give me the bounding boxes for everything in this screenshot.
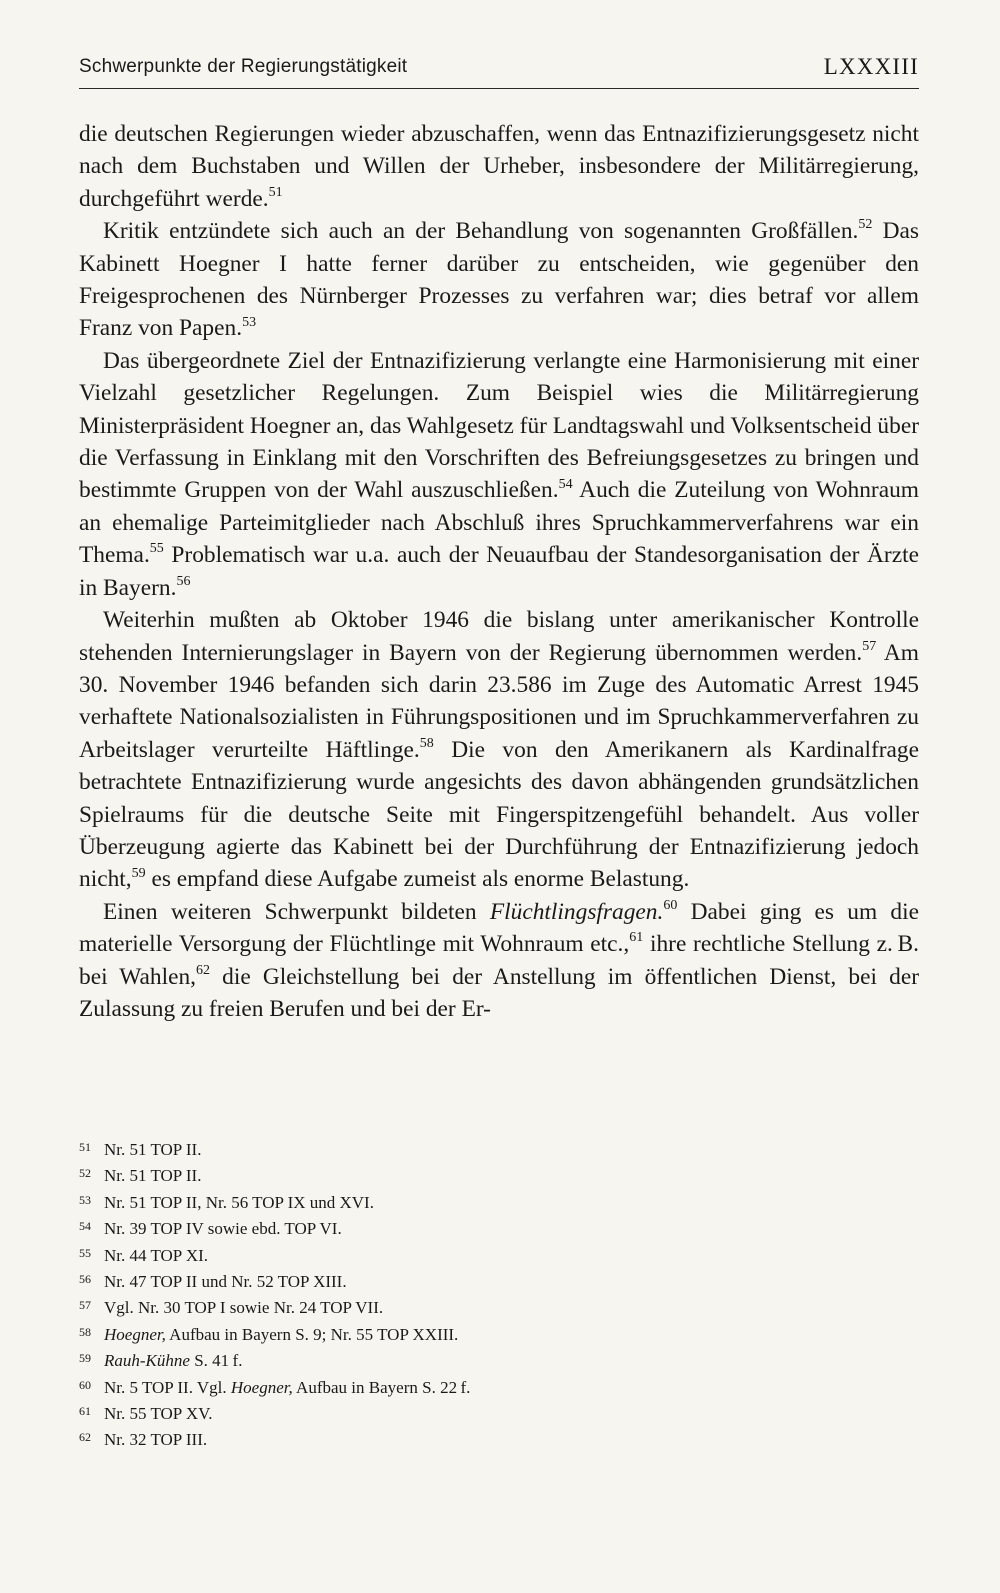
paragraph (79, 215, 919, 345)
text-run: Weiterhin mußten ab Oktober 1946 die bislang unter amerikanischer Kontrolle stehenden Internierungslager in Bayern von der Regierung übernommen werden. (79, 607, 919, 666)
italic-text: Rauh-Kühne (104, 1351, 190, 1371)
text-run: Nr. 32 TOP III. (104, 1430, 208, 1450)
footnote-ref: 58 (419, 735, 434, 751)
footnotes (79, 1137, 919, 1454)
footnote (79, 1243, 919, 1269)
footnote-number: 56 (79, 1272, 91, 1287)
text-run: ihre rechtliche Stellung z. B. bei Wahlen, (79, 931, 919, 990)
footnote-number: 57 (79, 1298, 91, 1313)
text-run: Nr. 5 TOP II. Vgl. (104, 1377, 231, 1397)
footnote (79, 1375, 919, 1401)
page-number: LXXXIII (823, 54, 919, 79)
italic-text: Hoegner, (104, 1324, 166, 1344)
footnote-number: 55 (79, 1245, 91, 1260)
text-run: Nr. 51 TOP II. (104, 1140, 202, 1159)
text-run: Vgl. Nr. 30 TOP I sowie Nr. 24 TOP VII. (104, 1298, 384, 1318)
footnote-number: 51 (79, 1140, 91, 1154)
footnote (79, 1190, 919, 1216)
footnote-number: 61 (79, 1404, 91, 1419)
footnote-ref: 52 (858, 217, 873, 233)
footnote-number: 60 (79, 1377, 91, 1392)
text-run: Das Kabinett Hoegner I hatte ferner darüber zu entscheiden, wie gegenüber den Freigesprochenen des Nürnberger Prozesses zu verfahren war; dies betraf vor allem Franz von Papen. (79, 218, 919, 342)
footnote-number: 52 (79, 1166, 91, 1181)
text-run: Nr. 55 TOP XV. (104, 1404, 213, 1424)
paragraph (79, 345, 919, 604)
footnote-number: 54 (79, 1219, 91, 1234)
footnote (79, 1427, 919, 1453)
footnote (79, 1216, 919, 1242)
running-head-title: Schwerpunkte der Regierungstätigkeit (79, 56, 408, 77)
text-run: Einen weiteren Schwerpunkt bildeten (103, 898, 490, 925)
footnote-ref: 51 (268, 185, 283, 201)
running-head (79, 54, 919, 89)
text-run: Nr. 51 TOP II. (104, 1166, 202, 1186)
footnote-number: 58 (79, 1324, 91, 1339)
text-run: Am 30. November 1946 befanden sich darin 23.586 im Zuge des Automatic Arrest 1945 verhaftete Nationalsozialisten in Führungspositionen und im Spruchkammerverfahren zu Arbeitslager verurteilte Häftlinge. (79, 639, 919, 763)
text-run: die Gleichstellung bei der Anstellung im öffentlichen Dienst, bei der Zulassung zu freien Berufen und bei der Er- (79, 963, 919, 1022)
text-run: Aufbau in Bayern S. 9; Nr. 55 TOP XXIII. (165, 1324, 459, 1344)
text-run: es empfand diese Aufgabe zumeist als enorme Belastung. (145, 866, 690, 893)
footnote-ref: 54 (558, 476, 573, 492)
footnote-ref: 62 (196, 962, 211, 978)
footnote-number: 62 (79, 1430, 91, 1445)
text-run: Die von den Amerikanern als Kardinalfrage betrachtete Entnazifizierung wurde angesichts des davon abhängenden grundsätzlichen Spielraums für die deutsche Seite mit Fingerspitzengefühl behandelt. Aus voller Überzeugung agierte das Kabinett bei der Durchführung der Entnazifizierung jedoch nicht, (79, 736, 919, 893)
paragraph (79, 118, 919, 215)
footnote (79, 1322, 919, 1348)
footnote-ref: 60 (663, 897, 678, 913)
text-run: Nr. 44 TOP XI. (104, 1245, 209, 1265)
footnote-ref: 61 (629, 930, 644, 946)
footnote-number: 53 (79, 1192, 91, 1207)
footnote-ref: 56 (176, 573, 191, 589)
footnote (79, 1163, 919, 1189)
footnote-ref: 55 (149, 541, 164, 557)
text-run: die deutschen Regierungen wieder abzuschaffen, wenn das Entnazifizierungsgesetz nicht nach dem Buchstaben und Willen der Urheber, insbesondere der Militärregierung, durchgeführt werde. (79, 121, 919, 212)
text-run: Kritik entzündete sich auch an der Behandlung von sogenannten Großfällen. (103, 218, 859, 245)
footnote (79, 1401, 919, 1427)
paragraph (79, 604, 919, 896)
text-run: Nr. 39 TOP IV sowie ebd. TOP VI. (104, 1219, 342, 1239)
text-run: Nr. 51 TOP II, Nr. 56 TOP IX und XVI. (104, 1192, 374, 1212)
text-run: S. 41 f. (189, 1351, 243, 1371)
text-run: Aufbau in Bayern S. 22 f. (292, 1377, 471, 1397)
footnote-ref: 59 (131, 865, 146, 881)
text-run: Das übergeordnete Ziel der Entnazifizierung verlangte eine Harmonisierung mit einer Vielzahl gesetzlicher Regelungen. Zum Beispiel wies die Militärregierung Ministerpräsident Hoegner an, das Wahlgesetz für Landtagswahl und Volksentscheid über die Verfassung in Einklang mit den Vorschriften des Befreiungsgesetzes zu bringen und bestimmte Gruppen von der Wahl auszuschließen. (79, 347, 919, 504)
main-text (79, 118, 919, 1025)
italic-text: Flüchtlingsfragen. (489, 898, 664, 925)
paragraph (79, 896, 919, 1026)
footnote (79, 1269, 919, 1295)
text-run: Auch die Zuteilung von Wohnraum an ehemalige Parteimitglieder nach Abschluß ihres Spruchkammerverfahrens war ein Thema. (79, 477, 919, 569)
footnote (79, 1295, 919, 1321)
footnote (79, 1137, 919, 1163)
footnote-ref: 57 (862, 638, 877, 654)
footnote (79, 1348, 919, 1374)
text-run: Dabei ging es um die materielle Versorgung der Flüchtlinge mit Wohnraum etc., (79, 898, 919, 958)
italic-text: Hoegner, (230, 1377, 293, 1397)
text-run: Nr. 47 TOP II und Nr. 52 TOP XIII. (104, 1272, 347, 1292)
footnote-ref: 53 (242, 314, 257, 330)
footnote-number: 59 (79, 1351, 91, 1366)
text-run: Problematisch war u.a. auch der Neuaufbau der Standesorganisation der Ärzte in Bayern. (79, 542, 919, 601)
